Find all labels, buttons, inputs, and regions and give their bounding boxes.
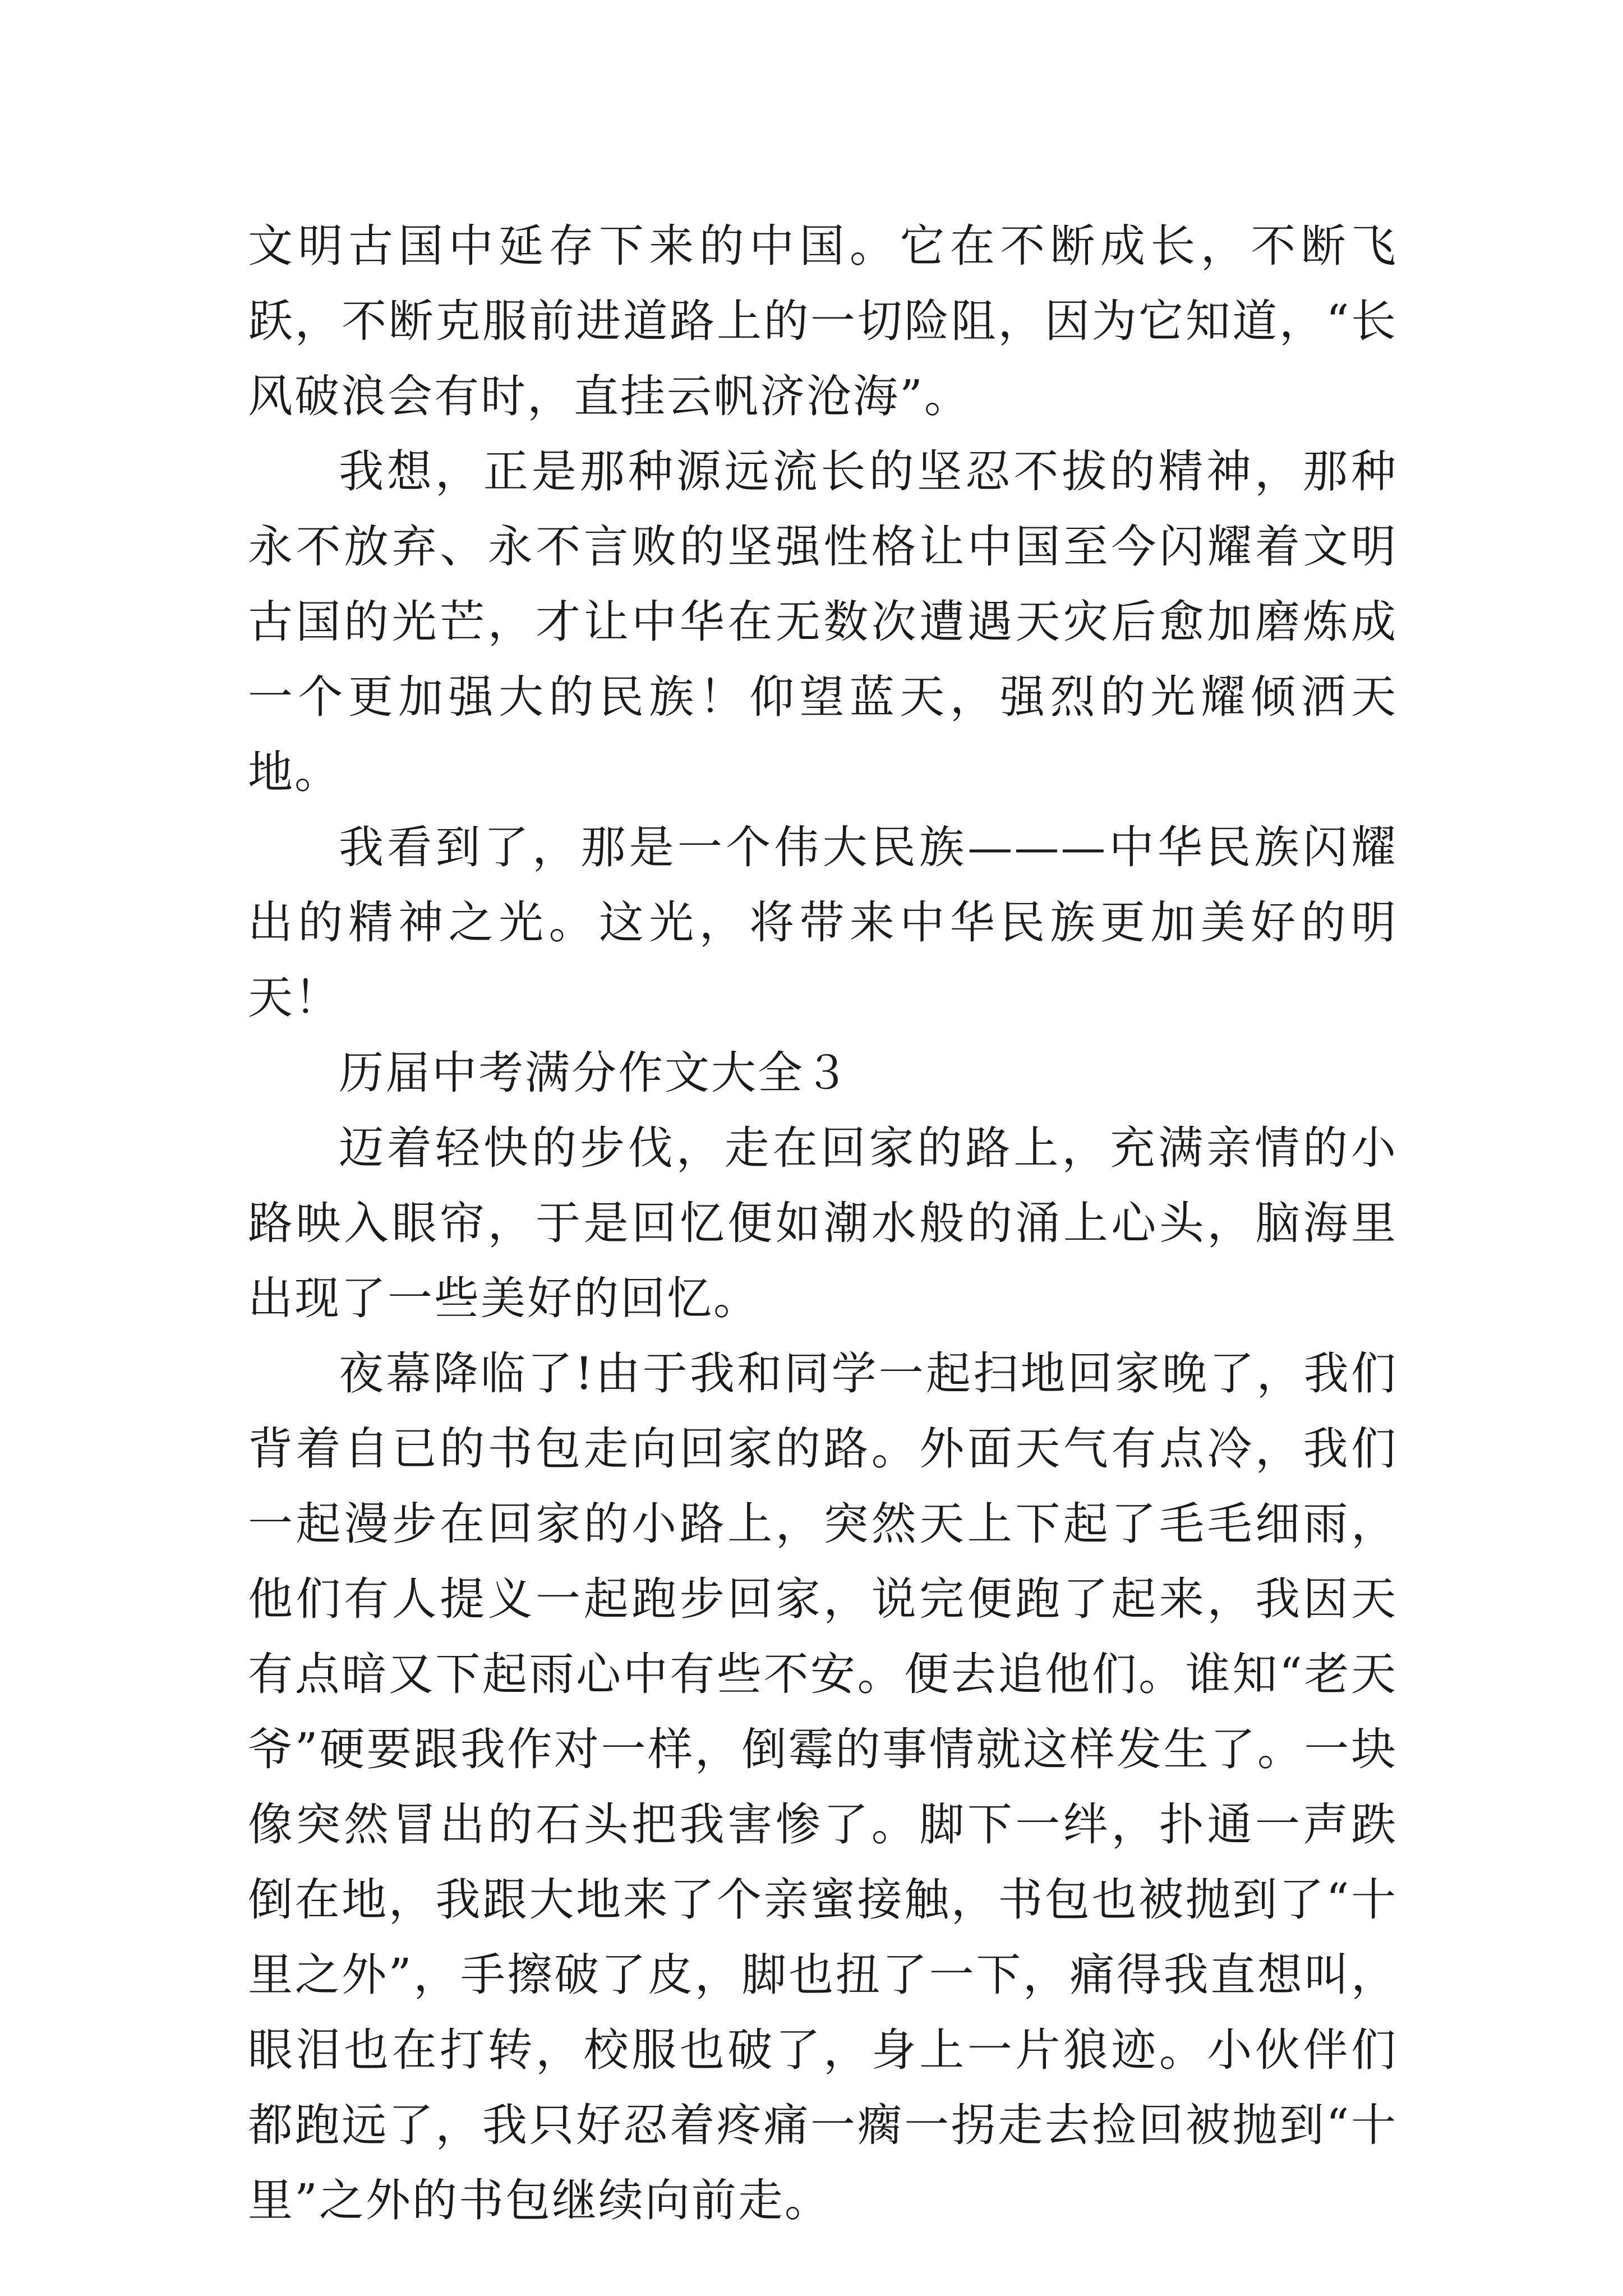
document-body (248, 209, 1398, 2238)
paragraph-continuation: 文明古国中延存下来的中国。它在不断成长，不断飞跃，不断克服前进道路上的一切险阻，因为它知道，“长风破浪会有时，直挂云帆济沧海”。 (248, 220, 1398, 422)
paragraph-walk-home: 迈着轻快的步伐，走在回家的路上，充满亲情的小路映入眼帘，于是回忆便如潮水般的涌上心头，脑海里出现了一些美好的回忆。 (248, 1122, 1398, 1324)
paragraph-light: 我看到了，那是一个伟大民族———中华民族闪耀出的精神之光。这光，将带来中华民族更加美好的明天！ (248, 821, 1398, 1024)
section-heading: 历届中考满分作文大全３ (339, 1047, 851, 1099)
paragraph-spirit: 我想，正是那种源远流长的坚忍不拔的精神，那种永不放弃、永不言败的坚强性格让中国至今闪耀着文明古国的光芒，才让中华在无数次遭遇天灾后愈加磨炼成一个更加强大的民族！仰望蓝天，强烈的光耀倾洒天地。 (248, 445, 1398, 798)
paragraph-night-fall: 夜幕降临了!由于我和同学一起扫地回家晚了，我们背着自已的书包走向回家的路。外面天气有点冷，我们一起漫步在回家的小路上，突然天上下起了毛毛细雨，他们有人提义一起跑步回家，说完便跑了起来，我因天有点暗又下起雨心中有些不安。便去追他们。谁知“老天爷”硬要跟我作对一样，倒霉的事情就这样发生了。一块像突然冒出的石头把我害惨了。脚下一绊，扑通一声跌倒在地，我跟大地来了个亲蜜接触，书包也被抛到了“十里之外”，手擦破了皮，脚也扭了一下，痛得我直想叫，眼泪也在打转，校服也破了，身上一片狼迹。小伙伴们都跑远了，我只好忍着疼痛一瘸一拐走去捡回被抛到“十里”之外的书包继续向前走。 (248, 1347, 1398, 2226)
